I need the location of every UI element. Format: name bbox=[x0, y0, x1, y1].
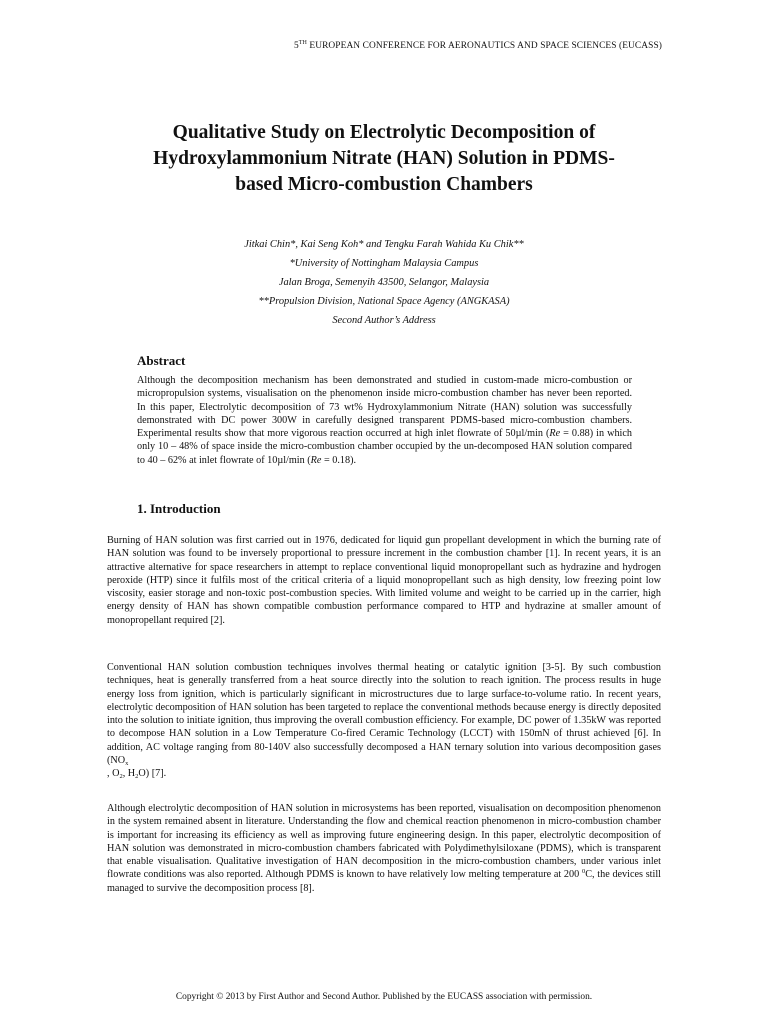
copyright-footer: Copyright © 2013 by First Author and Second Author. Published by the EUCASS association with permission. bbox=[175, 992, 593, 1002]
conference-name: EUROPEAN CONFERENCE FOR AERONAUTICS AND SPACE SCIENCES (EUCASS) bbox=[306, 41, 662, 51]
abstract-text-part-2: = 0.88) in which only 10 – 48% of space inside the micro-combustion chamber occupied by the un-decomposed HAN solution compared to 40 – 62% at inlet flowrate of 10µl/min ( bbox=[137, 428, 632, 466]
subscript-x: x bbox=[125, 760, 129, 768]
paper-title bbox=[60, 120, 708, 198]
title-line-3: based Micro-combustion Chambers bbox=[235, 174, 533, 195]
paragraph-3-text-a: Although electrolytic decomposition of HAN solution in microsystems has been reported, visualisation on decomposition phenomenon in the system remained absent in literature. Understanding the flow and chemical reaction phenomenon in micro-combustion chamber is important for increasing its efficiency as well as improving future engineering design. In this paper, electrolytic decomposition of HAN solution was demonstrated in micro-combustion chambers fabricated with Polydimethylsiloxane (PDMS), which is transparent that enable visualisation. Qualitative investigation of HAN decomposition in the micro-combustion chambers, under various inlet flowrate conditions was also reported. Although PDMS is known to have relatively low melting temperature at 200 bbox=[107, 803, 661, 881]
abstract-reynolds-symbol-1: Re bbox=[549, 428, 561, 440]
author-address-1: Jalan Broga, Semenyih 43500, Selangor, Malaysia bbox=[278, 277, 490, 288]
abstract-text bbox=[137, 374, 632, 467]
author-names: Jitkai Chin*, Kai Seng Koh* and Tengku Farah Wahida Ku Chik** bbox=[244, 239, 524, 250]
author-affiliation-2: **Propulsion Division, National Space Agency (ANGKASA) bbox=[258, 296, 510, 307]
abstract-reynolds-symbol-2: Re bbox=[310, 454, 322, 466]
introduction-paragraph-3 bbox=[107, 802, 661, 895]
introduction-paragraph-1: Burning of HAN solution was first carried out in 1976, dedicated for liquid gun propellant development in which the burning rate of HAN solution was found to be inversely proportional to pressure increment in the combustion chamber [1]. In recent years, it is an attractive alternative for space researchers in attempt to replace conventional liquid monopropellant such as hydrazine and hydrogen peroxide (HTP) since it fulfils most of the critical criteria of a liquid monopropellant such as high density, low freezing point low viscosity, easier storage and non-toxic post-combustion species. With limited volume and weight to be carried up in the carrier, high energy density of HAN has shown compatible combustion performance compared to HTP and hydrazine at smaller amount of monopropellant required [2]. bbox=[107, 535, 661, 626]
paragraph-2-text-c: , H bbox=[122, 768, 136, 780]
author-affiliation-1: *University of Nottingham Malaysia Campus bbox=[289, 258, 479, 269]
title-line-1: Qualitative Study on Electrolytic Decomposition of bbox=[172, 122, 596, 143]
abstract-text-part-3: = 0.18). bbox=[321, 454, 357, 466]
author-block bbox=[60, 235, 708, 330]
paragraph-3-text-b: C, the devices still managed to survive the decomposition process [8]. bbox=[107, 869, 661, 894]
paragraph-2-text-d: O) [7]. bbox=[138, 768, 167, 780]
conference-number: 5 bbox=[293, 41, 299, 51]
superscript-degree: 0 bbox=[581, 868, 586, 876]
conference-ordinal-suffix: TH bbox=[298, 40, 307, 46]
title-line-2: Hydroxylammonium Nitrate (HAN) Solution in PDMS- bbox=[153, 148, 615, 169]
introduction-paragraph-2 bbox=[107, 661, 661, 781]
abstract-text-part-1: Although the decomposition mechanism has been demonstrated and studied in custom-made micro-combustion or micropropulsion systems, visualisation on the phenomenon inside micro-combustion chamber has never been reported. In this paper, Electrolytic decomposition of 73 wt% Hydroxylammonium Nitrate (HAN) solution was successfully demonstrated with DC power 300W in carefully designed transparent PDMS-based micro-combustion chambers. Experimental results show that more vigorous reaction occurred at high inlet flowrate of 50µl/min ( bbox=[137, 375, 632, 440]
author-address-2: Second Author’s Address bbox=[332, 315, 436, 326]
abstract-heading: Abstract bbox=[137, 353, 186, 368]
subscript-2b: 2 bbox=[135, 773, 139, 781]
paragraph-2-text-b: , O bbox=[107, 768, 120, 780]
introduction-heading: 1. Introduction bbox=[137, 501, 221, 516]
subscript-2: 2 bbox=[119, 773, 123, 781]
paragraph-2-text-a: Conventional HAN solution combustion techniques involves thermal heating or catalytic ignition [3-5]. By such combustion techniques, heat is generally transferred from a heat source directly into the solution to reach ignition. The process results in huge energy loss from ignition, which is particularly significant in microstructures due to large surface-to-volume ratio. In recent years, electrolytic decomposition of HAN solution has been targeted to replace the conventional methods because energy is directly deposited into the solution to initiate ignition, thus improving the overall combustion efficiency. For example, DC power of 1.35kW was reported to decompose HAN solution in a Low Temperature Co-fired Ceramic Technology (LCCT) with 150mN of thrust achieved [6]. In addition, AC voltage ranging from 80-140V also successfully decomposed a HAN ternary solution into various decomposition gases (NO bbox=[107, 662, 661, 767]
conference-header bbox=[294, 41, 662, 51]
